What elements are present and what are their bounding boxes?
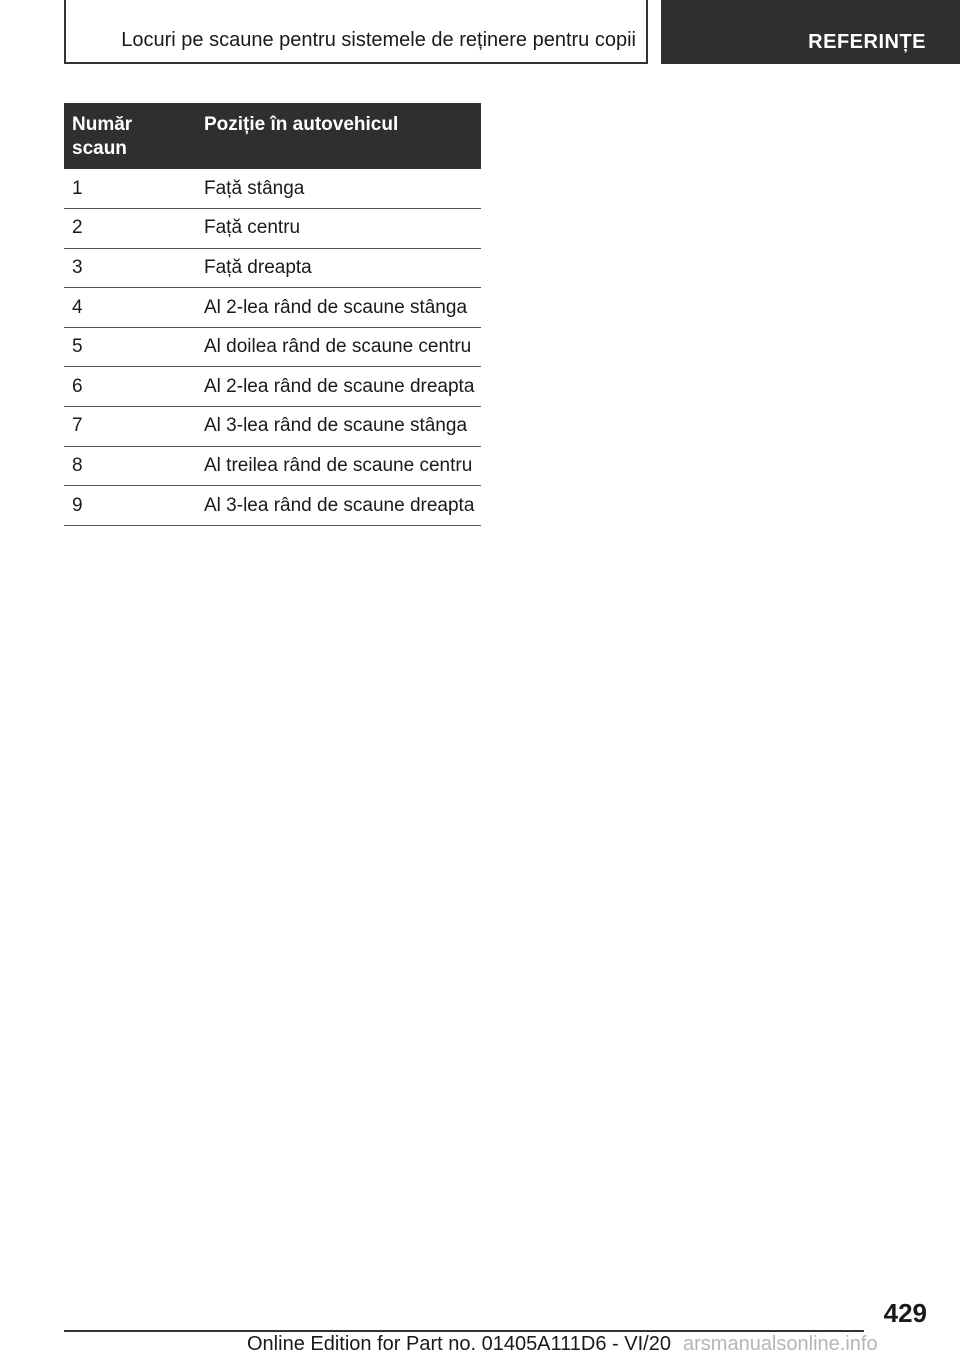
seat-position-cell: Al 2-lea rând de scaune dreapta (196, 367, 481, 407)
seat-number-cell: 7 (64, 407, 196, 447)
seat-number-cell: 5 (64, 327, 196, 367)
header-seat-number: Număr scaun (64, 103, 196, 169)
table-row (64, 486, 481, 526)
seat-position-cell: Al treilea rând de scaune centru (196, 446, 481, 486)
seat-number-cell: 2 (64, 209, 196, 249)
table-row (64, 288, 481, 328)
footer-divider (64, 1330, 864, 1332)
page-number: 429 (883, 1298, 927, 1328)
edition-note: Online Edition for Part no. 01405A111D6 - VI/20 (247, 1333, 671, 1355)
seat-position-cell: Față stânga (196, 169, 481, 209)
table-row (64, 209, 481, 249)
table-row (64, 248, 481, 288)
chapter-title: Locuri pe scaune pentru sistemele de reținere pentru copii (121, 29, 636, 51)
table-header-row (64, 103, 481, 169)
header-vehicle-position: Poziție în autovehicul (196, 103, 481, 169)
seat-position-cell: Față centru (196, 209, 481, 249)
seat-number-cell: 8 (64, 446, 196, 486)
seat-position-cell: Al 2-lea rând de scaune stânga (196, 288, 481, 328)
table-body (64, 169, 481, 525)
table-row (64, 407, 481, 447)
seat-position-cell: Al 3-lea rând de scaune dreapta (196, 486, 481, 526)
seat-number-cell: 9 (64, 486, 196, 526)
seat-number-cell: 1 (64, 169, 196, 209)
seat-position-table (64, 103, 481, 526)
watermark: arsmanualsonline.info (683, 1333, 878, 1355)
chapter-title-box (64, 0, 648, 64)
table-row (64, 446, 481, 486)
table-row (64, 367, 481, 407)
section-tab (661, 0, 960, 64)
seat-number-cell: 6 (64, 367, 196, 407)
table-row (64, 327, 481, 367)
seat-number-cell: 3 (64, 248, 196, 288)
table-row (64, 169, 481, 209)
section-label: REFERINȚE (808, 31, 926, 53)
seat-position-cell: Al 3-lea rând de scaune stânga (196, 407, 481, 447)
seat-number-cell: 4 (64, 288, 196, 328)
seat-position-cell: Față dreapta (196, 248, 481, 288)
page-header (0, 0, 960, 66)
seat-position-cell: Al doilea rând de scaune centru (196, 327, 481, 367)
